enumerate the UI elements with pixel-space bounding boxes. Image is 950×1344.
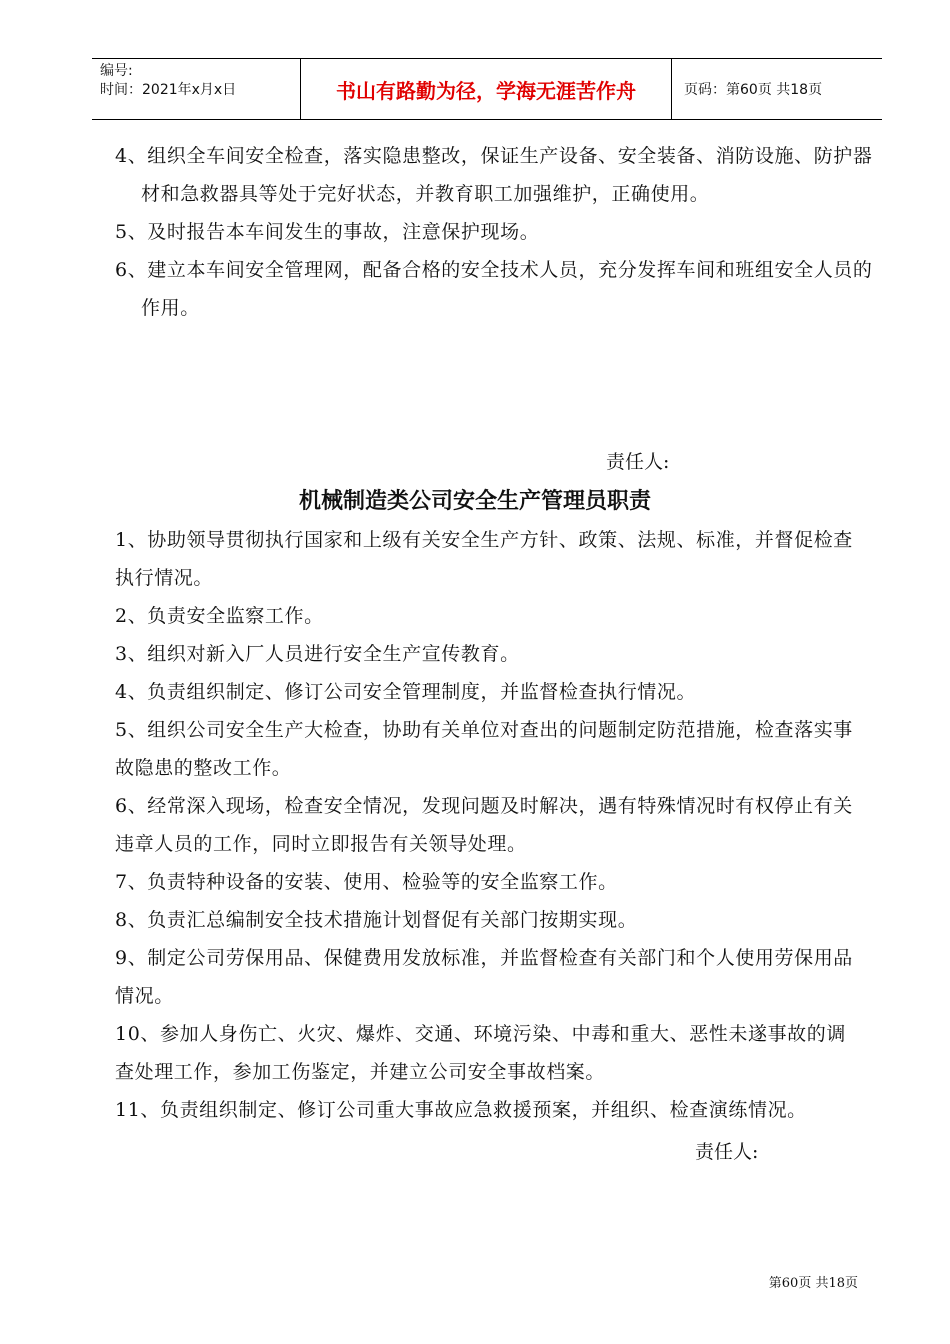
- header-motto: 书山有路勤为径，学海无涯苦作舟: [300, 59, 672, 119]
- section2-item-9: 9、制定公司劳保用品、保健费用发放标准，并监督检查有关部门和个人使用劳保用品情况。: [115, 947, 853, 1007]
- section2-item-3: 3、组织对新入厂人员进行安全生产宣传教育。: [115, 643, 520, 665]
- section2-item-2: 2、负责安全监察工作。: [115, 605, 324, 627]
- section1-item-6: 6、建立本车间安全管理网，配备合格的安全技术人员，充分发挥车间和班组安全人员的作用。: [115, 259, 873, 319]
- document-number-label: 编号:: [100, 63, 133, 79]
- section2-item-1: 1、协助领导贯彻执行国家和上级有关安全生产方针、政策、法规、标准，并督促检查执行情况。: [115, 529, 853, 589]
- header-meta: [92, 59, 300, 119]
- section2-item-10: 10、参加人身伤亡、火灾、爆炸、交通、环境污染、中毒和重大、恶性未遂事故的调查处理工作，参加工伤鉴定，并建立公司安全事故档案。: [115, 1023, 846, 1083]
- section1-signature: 责任人:: [606, 451, 670, 473]
- section1-item-5: 5、及时报告本车间发生的事故，注意保护现场。: [115, 221, 540, 243]
- section2-title: 机械制造类公司安全生产管理员职责: [298, 489, 651, 514]
- section2-item-4: 4、负责组织制定、修订公司安全管理制度，并监督检查执行情况。: [115, 681, 697, 703]
- section2-signature: 责任人:: [695, 1141, 759, 1163]
- section2-item-6: 6、经常深入现场，检查安全情况，发现问题及时解决，遇有特殊情况时有权停止有关违章人员的工作，同时立即报告有关领导处理。: [115, 795, 853, 855]
- page-header: [92, 58, 882, 120]
- document-time-label: 时间：2021年x月x日: [100, 82, 237, 98]
- section2-item-5: 5、组织公司安全生产大检查，协助有关单位对查出的问题制定防范措施，检查落实事故隐患的整改工作。: [115, 719, 853, 779]
- page-footer: 第60页 共18页: [768, 1276, 858, 1291]
- header-page-label: 页码：第60页 共18页: [684, 82, 823, 98]
- section2-item-11: 11、负责组织制定、修订公司重大事故应急救援预案，并组织、检查演练情况。: [115, 1099, 807, 1121]
- section2-item-7: 7、负责特种设备的安装、使用、检验等的安全监察工作。: [115, 871, 618, 893]
- section1-item-4: 4、组织全车间安全检查，落实隐患整改，保证生产设备、安全装备、消防设施、防护器材和急救器具等处于完好状态，并教育职工加强维护，正确使用。: [115, 145, 873, 205]
- section2-item-8: 8、负责汇总编制安全技术措施计划督促有关部门按期实现。: [115, 909, 638, 931]
